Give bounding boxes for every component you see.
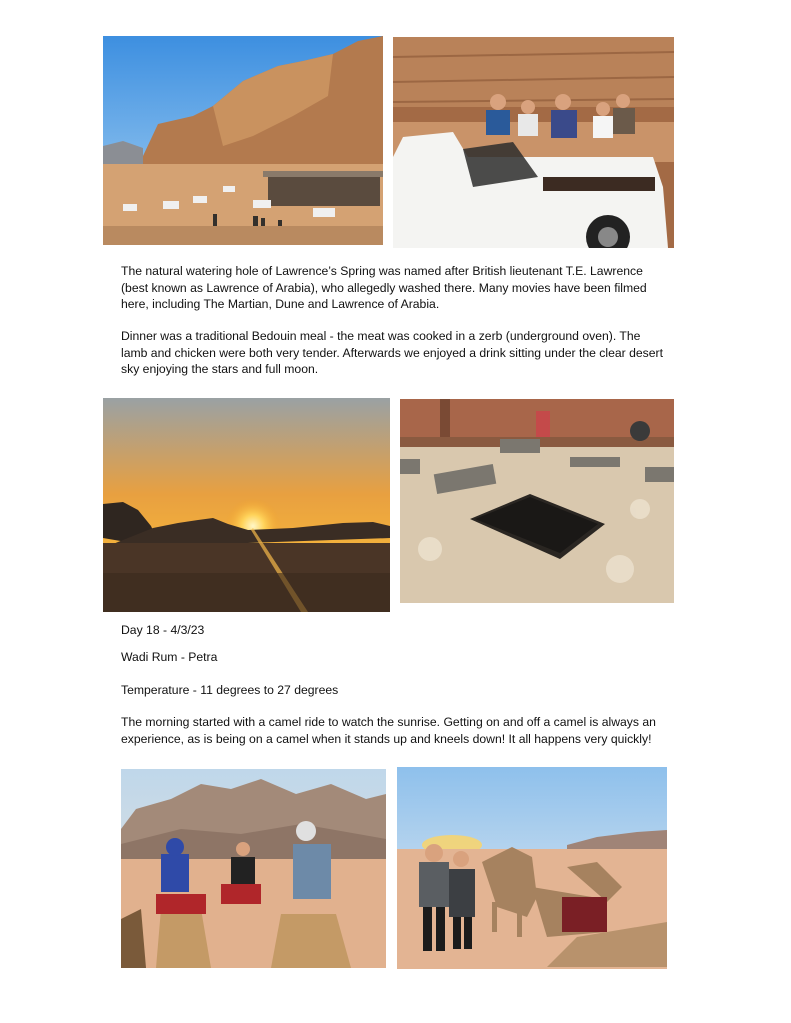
photo-desert-sunset: [103, 398, 390, 612]
photo-desert-rock-cars: [103, 36, 383, 245]
route-text: Wadi Rum - Petra: [121, 650, 218, 664]
paragraph-lawrence-spring: The natural watering hole of Lawrence’s Spring was named after British lieutenant T.E. Lawrence (best known as Lawrence of Arabia), who allegedly washed there. Many movies have been filmed here, including The Martian, Dune and Lawrence of Arabia.: [121, 264, 647, 311]
photo-camel-ride: [121, 769, 386, 968]
temperature-text: Temperature - 11 degrees to 27 degrees: [121, 683, 339, 697]
day-heading: Day 18 - 4/3/23: [121, 623, 205, 637]
photo-pickup-truck-group: [393, 37, 674, 248]
paragraph-dinner: Dinner was a traditional Bedouin meal - the meat was cooked in a zerb (underground oven). The lamb and chicken were both very tender. Afterwards we enjoyed a drink sitting under the clear desert sky enjoying the stars and full moon.: [121, 329, 663, 376]
photo-zerb-oven: [400, 399, 674, 603]
paragraph-camel-ride: The morning started with a camel ride to watch the sunrise. Getting on and off a camel is always an experience, as is being on a camel when it stands up and kneels down! It all happens very quickly!: [121, 715, 656, 746]
photo-couple-with-camels: [397, 767, 667, 969]
